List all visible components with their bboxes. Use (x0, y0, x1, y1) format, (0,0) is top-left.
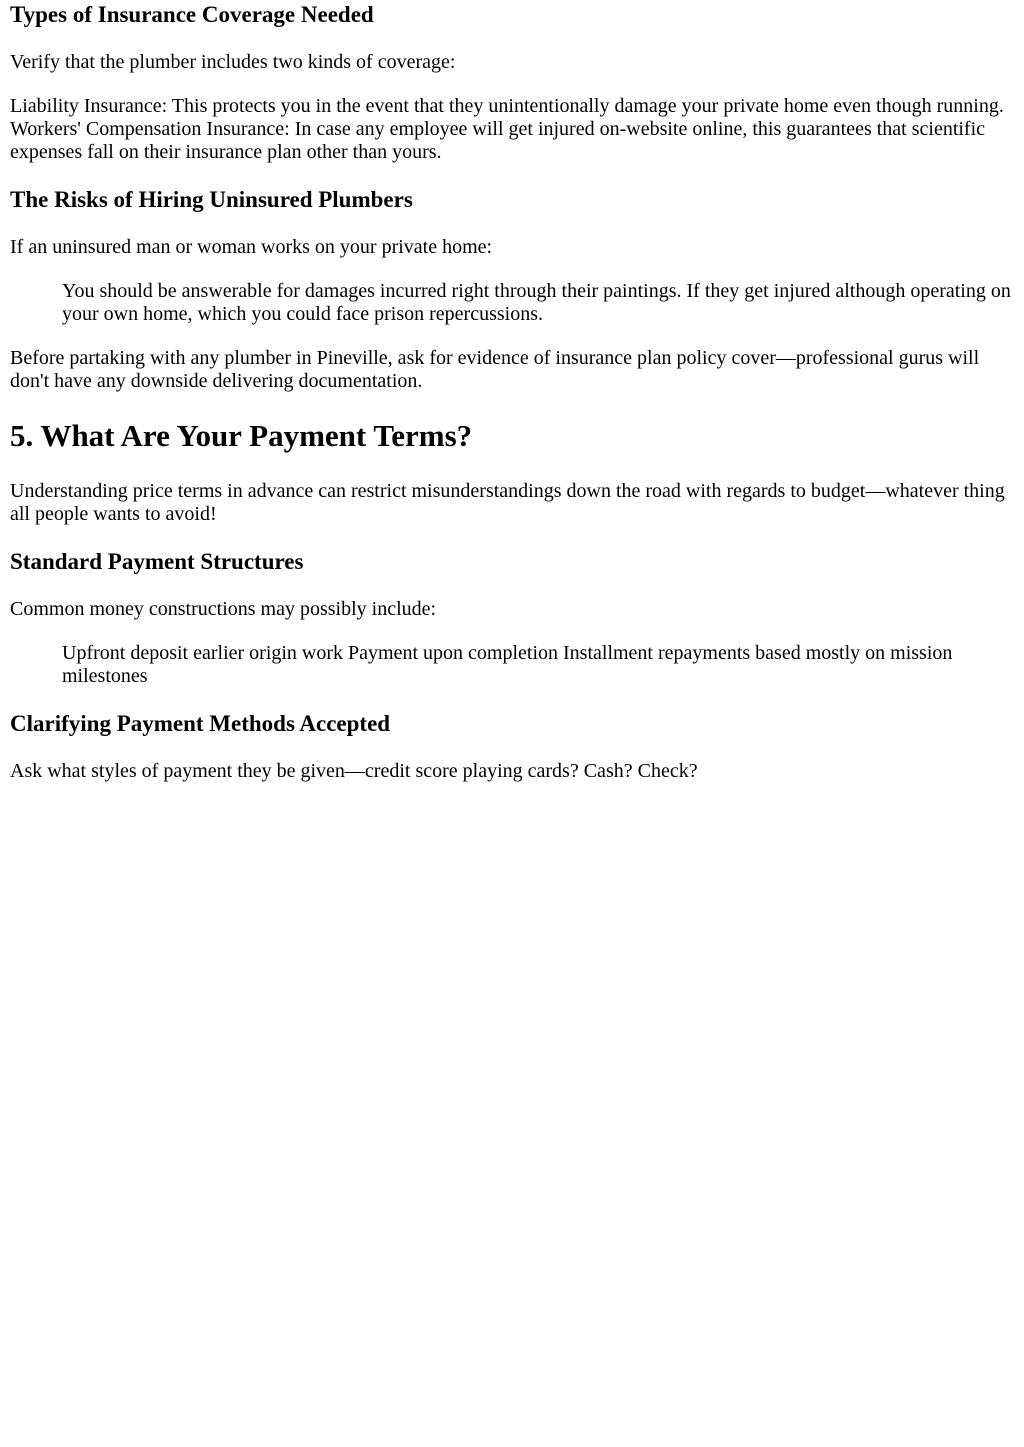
paragraph-structures-intro: Common money constructions may possibly include: (10, 598, 437, 620)
heading-insurance-types: Types of Insurance Coverage Needed (10, 2, 374, 27)
paragraph-insurance-intro: Verify that the plumber includes two kinds of coverage: (10, 51, 456, 73)
paragraph-payment-intro: Understanding price terms in advance can restrict misunderstandings down the road with regards to budget—whatever thing all people wants to avoid! (10, 480, 1005, 525)
quote-uninsured-risks: You should be answerable for damages incurred right through their paintings. If they get injured although operating on your own home, which you could face prison repercussions. (62, 280, 1011, 325)
paragraph-uninsured-closing: Before partaking with any plumber in Pineville, ask for evidence of insurance plan policy cover—professional gurus will don't have any downside delivering documentation. (10, 347, 980, 392)
heading-uninsured-risks: The Risks of Hiring Uninsured Plumbers (10, 187, 413, 212)
paragraph-insurance-body: Liability Insurance: This protects you in the event that they unintentionally damage your private home even though running. Workers' Compensation Insurance: In case any employee will get injured on-website online, this guarantees that scientific expenses fall on their insurance plan other than yours. (10, 95, 1004, 163)
quote-payment-structures: Upfront deposit earlier origin work Payment upon completion Installment repayments based mostly on mission milestones (62, 642, 953, 687)
heading-payment-methods: Clarifying Payment Methods Accepted (10, 711, 391, 736)
paragraph-uninsured-intro: If an uninsured man or woman works on your private home: (10, 236, 493, 258)
heading-payment-structures: Standard Payment Structures (10, 549, 304, 574)
heading-payment-terms: 5. What Are Your Payment Terms? (10, 418, 473, 453)
article-body (0, 1, 1024, 783)
paragraph-payment-methods: Ask what styles of payment they be given—credit score playing cards? Cash? Check? (10, 760, 698, 782)
